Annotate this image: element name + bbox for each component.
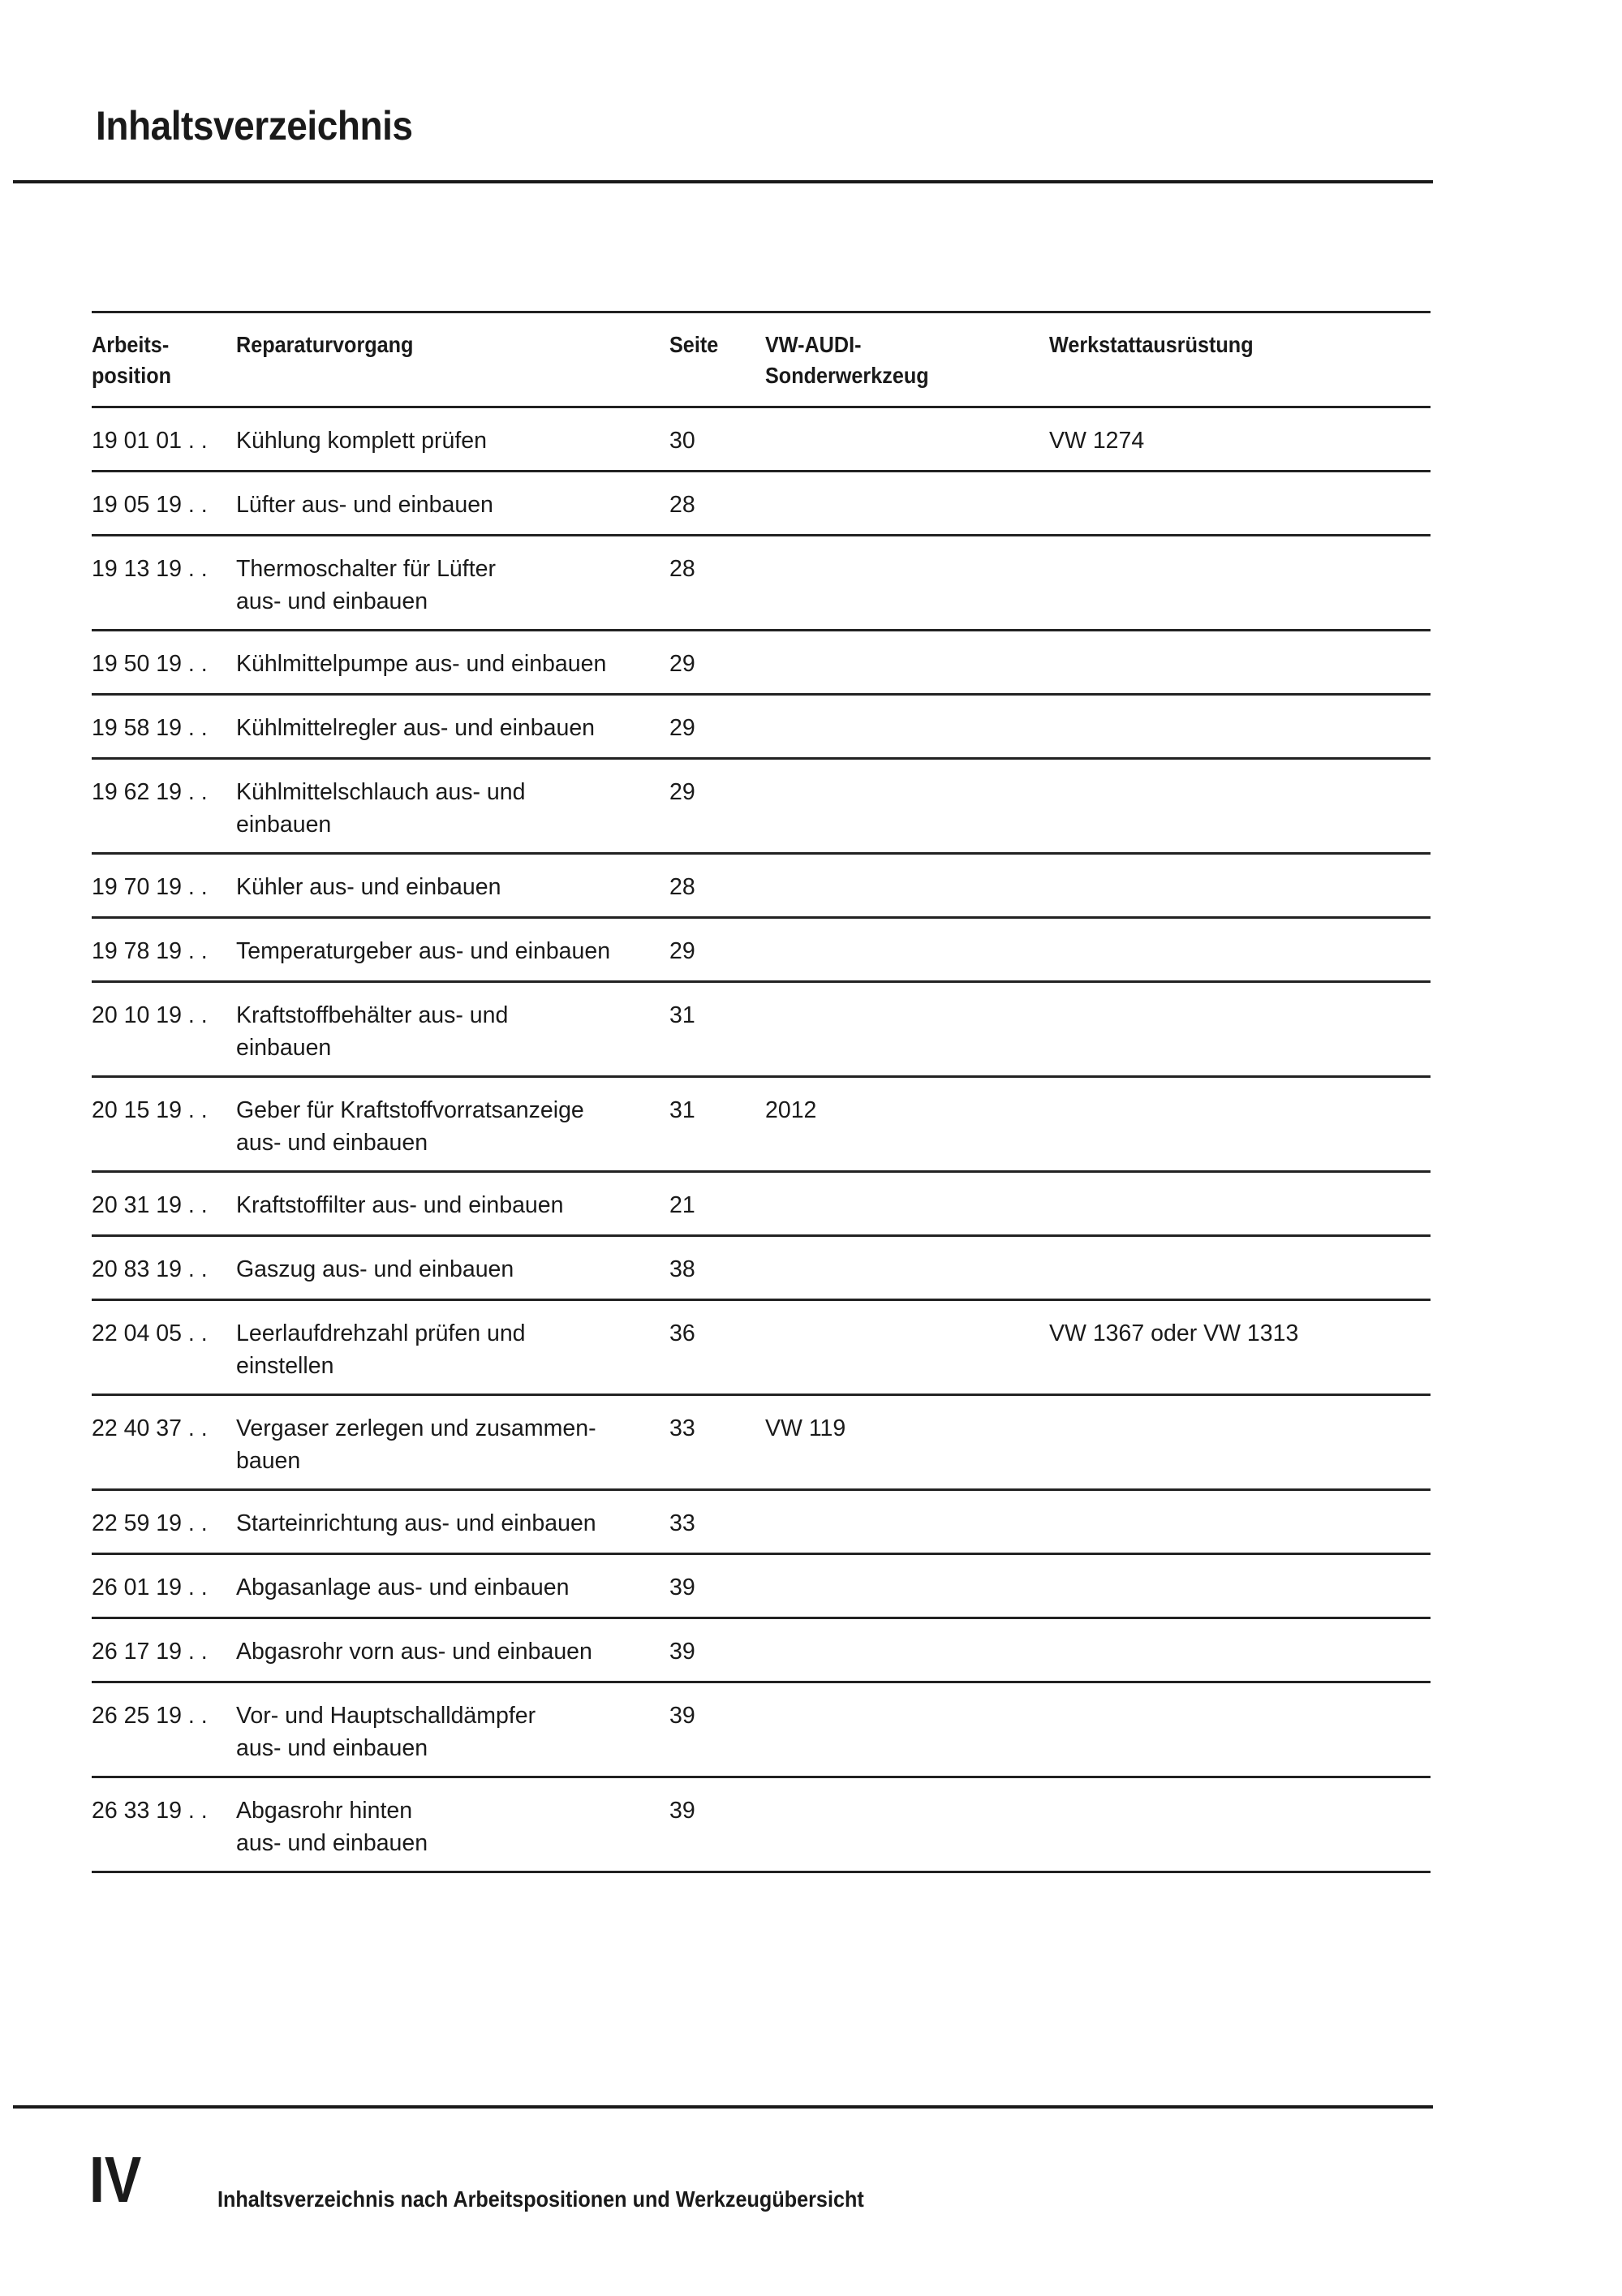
work-position: 20 31 19 . .: [92, 1192, 208, 1218]
work-position: 20 10 19 . .: [92, 1002, 208, 1028]
table-row: [92, 1173, 1431, 1234]
page-number: 39: [669, 1639, 695, 1665]
header-special-tool-line1: VW-AUDI-: [765, 332, 862, 357]
table-row: [92, 1619, 1431, 1681]
workshop-equipment: VW 1274: [1049, 428, 1145, 454]
page-number: 28: [669, 556, 695, 582]
page-number: 33: [669, 1415, 695, 1441]
header-special-tool: [765, 330, 929, 391]
work-position: 19 70 19 . .: [92, 874, 208, 900]
repair-procedure-line: Starteinrichtung aus- und einbauen: [236, 1510, 596, 1536]
table-row: [92, 696, 1431, 757]
repair-procedure: [236, 424, 691, 457]
repair-procedure-line: Thermoschalter für Lüfter: [236, 556, 496, 582]
table-row: [92, 472, 1431, 534]
repair-procedure-line: Geber für Kraftstoffvorratsanzeige: [236, 1097, 584, 1123]
header-position-line2: position: [92, 363, 171, 388]
repair-procedure: [236, 935, 691, 967]
page-number: 39: [669, 1703, 695, 1729]
title-rule: [13, 180, 1433, 183]
table-row: [92, 1396, 1431, 1488]
repair-procedure: [236, 999, 691, 1064]
header-position: [92, 330, 171, 391]
repair-procedure-line: Kühlmittelpumpe aus- und einbauen: [236, 651, 607, 677]
table-row: [92, 919, 1431, 980]
work-position: 19 58 19 . .: [92, 715, 208, 741]
work-position: 20 83 19 . .: [92, 1256, 208, 1282]
footer-rule: [13, 2105, 1433, 2109]
repair-procedure: [236, 1412, 691, 1477]
table-row: [92, 1491, 1431, 1553]
repair-procedure: [236, 1635, 691, 1668]
header-position-line1: Arbeits-: [92, 332, 170, 357]
table-row: [92, 631, 1431, 693]
table-row: [92, 760, 1431, 852]
table-row: [92, 1778, 1431, 1871]
repair-procedure: [236, 1189, 691, 1221]
page-number: 28: [669, 874, 695, 900]
page-number: 33: [669, 1510, 695, 1536]
repair-procedure-line: einbauen: [236, 1035, 332, 1061]
workshop-equipment: VW 1367 oder VW 1313: [1049, 1320, 1299, 1346]
work-position: 19 01 01 . .: [92, 428, 208, 454]
page-number: 39: [669, 1574, 695, 1600]
repair-procedure-line: aus- und einbauen: [236, 588, 428, 614]
work-position: 22 04 05 . .: [92, 1320, 208, 1346]
work-position: 19 13 19 . .: [92, 556, 208, 582]
header-page: Seite: [669, 332, 719, 357]
repair-procedure-line: Abgasrohr vorn aus- und einbauen: [236, 1639, 592, 1665]
page-number: 29: [669, 715, 695, 741]
repair-procedure-line: aus- und einbauen: [236, 1130, 428, 1156]
work-position: 26 01 19 . .: [92, 1574, 208, 1600]
work-position: 26 33 19 . .: [92, 1798, 208, 1824]
table-row: [92, 855, 1431, 916]
table-row: [92, 1683, 1431, 1776]
page-number: 29: [669, 651, 695, 677]
table-row: [92, 1555, 1431, 1617]
work-position: 22 40 37 . .: [92, 1415, 208, 1441]
repair-procedure: [236, 776, 691, 841]
repair-procedure: [236, 553, 691, 618]
repair-procedure: [236, 489, 691, 521]
repair-procedure-line: Kraftstoffilter aus- und einbauen: [236, 1192, 564, 1218]
work-position: 19 50 19 . .: [92, 651, 208, 677]
repair-procedure-line: Gaszug aus- und einbauen: [236, 1256, 514, 1282]
repair-procedure-line: Kühlung komplett prüfen: [236, 428, 487, 454]
special-tool: VW 119: [765, 1415, 846, 1441]
table-row: [92, 408, 1431, 470]
work-position: 26 25 19 . .: [92, 1703, 208, 1729]
contents-table: [92, 311, 1431, 1873]
header-repair: Reparaturvorgang: [236, 332, 414, 357]
table-header: [92, 313, 1431, 406]
page-number: 31: [669, 1097, 695, 1123]
special-tool: 2012: [765, 1097, 817, 1123]
work-position: 19 62 19 . .: [92, 779, 208, 805]
page-number: 29: [669, 779, 695, 805]
repair-procedure: [236, 712, 691, 744]
page-number: 36: [669, 1320, 695, 1346]
page-title: Inhaltsverzeichnis: [96, 103, 413, 149]
repair-procedure-line: Kühlmittelregler aus- und einbauen: [236, 715, 596, 741]
page-number: 29: [669, 938, 695, 964]
work-position: 19 05 19 . .: [92, 492, 208, 518]
repair-procedure-line: Leerlaufdrehzahl prüfen und: [236, 1320, 526, 1346]
repair-procedure-line: Lüfter aus- und einbauen: [236, 492, 493, 518]
header-workshop: Werkstattausrüstung: [1049, 332, 1254, 357]
repair-procedure: [236, 1094, 691, 1159]
work-position: 20 15 19 . .: [92, 1097, 208, 1123]
repair-procedure-line: einbauen: [236, 812, 332, 838]
repair-procedure-line: aus- und einbauen: [236, 1830, 428, 1856]
repair-procedure-line: Abgasanlage aus- und einbauen: [236, 1574, 570, 1600]
repair-procedure-line: Temperaturgeber aus- und einbauen: [236, 938, 611, 964]
footer-caption: Inhaltsverzeichnis nach Arbeitspositionen und Werkzeugübersicht: [217, 2186, 864, 2212]
repair-procedure-line: Kühlmittelschlauch aus- und: [236, 779, 526, 805]
repair-procedure: [236, 648, 691, 680]
page-number: 31: [669, 1002, 695, 1028]
table-row: [92, 536, 1431, 629]
table-row: [92, 983, 1431, 1075]
section-number: IV: [89, 2143, 142, 2216]
row-rule: [92, 1871, 1431, 1873]
work-position: 22 59 19 . .: [92, 1510, 208, 1536]
repair-procedure: [236, 1317, 691, 1382]
page-number: 39: [669, 1798, 695, 1824]
repair-procedure-line: Vergaser zerlegen und zusammen-: [236, 1415, 596, 1441]
page-number: 38: [669, 1256, 695, 1282]
page-number: 21: [669, 1192, 695, 1218]
repair-procedure-line: einstellen: [236, 1353, 334, 1379]
repair-procedure-line: Vor- und Hauptschalldämpfer: [236, 1703, 536, 1729]
repair-procedure-line: Kraftstoffbehälter aus- und: [236, 1002, 509, 1028]
table-row: [92, 1301, 1431, 1394]
table-row: [92, 1237, 1431, 1299]
header-special-tool-line2: Sonderwerkzeug: [765, 363, 929, 388]
work-position: 19 78 19 . .: [92, 938, 208, 964]
table-body: [92, 408, 1431, 1873]
page-number: 30: [669, 428, 695, 454]
page-number: 28: [669, 492, 695, 518]
repair-procedure: [236, 871, 691, 903]
repair-procedure: [236, 1507, 691, 1540]
repair-procedure-line: aus- und einbauen: [236, 1735, 428, 1761]
repair-procedure: [236, 1253, 691, 1286]
repair-procedure: [236, 1699, 691, 1764]
table-row: [92, 1078, 1431, 1170]
repair-procedure-line: Abgasrohr hinten: [236, 1798, 413, 1824]
work-position: 26 17 19 . .: [92, 1639, 208, 1665]
repair-procedure: [236, 1571, 691, 1604]
repair-procedure: [236, 1794, 691, 1859]
repair-procedure-line: bauen: [236, 1448, 301, 1474]
repair-procedure-line: Kühler aus- und einbauen: [236, 874, 501, 900]
